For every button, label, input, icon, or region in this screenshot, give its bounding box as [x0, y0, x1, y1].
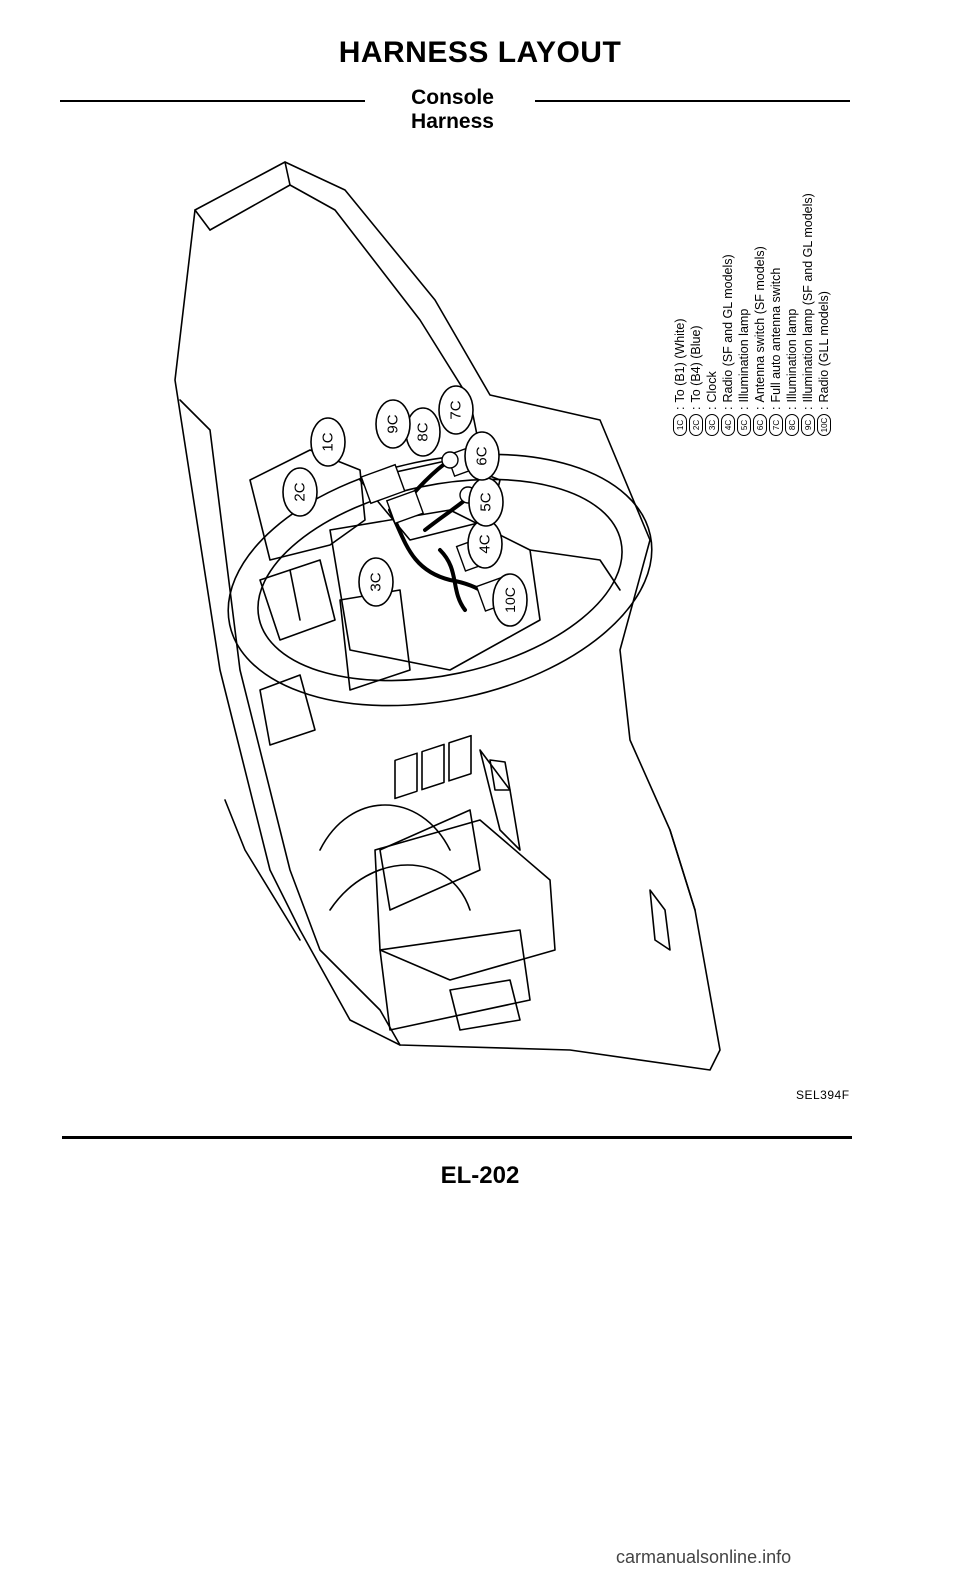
callout-8c-label: 8C: [414, 422, 432, 442]
legend-code-badge: 6C: [753, 414, 767, 436]
section-subtitle-row: [60, 86, 850, 133]
callout-5c: [469, 478, 503, 526]
legend-item: 3C : Clock: [704, 146, 720, 436]
console-outline: [175, 162, 720, 1070]
legend-item: 8C : Illumination lamp: [784, 146, 800, 436]
callout-10c-label: 10C: [502, 587, 518, 613]
callout-4c-label: 4C: [476, 534, 494, 554]
legend-text: Radio (GLL models): [817, 291, 831, 403]
callout-9c-label: 9C: [384, 414, 402, 434]
legend-code-badge: 5C: [737, 414, 751, 436]
legend-text: Clock: [705, 371, 719, 403]
subtitle-rule-right: [535, 100, 850, 102]
callout-8c: [406, 408, 440, 456]
callout-7c-label: 7C: [447, 400, 465, 420]
legend-text: Full auto antenna switch: [769, 267, 783, 403]
legend-text: Illumination lamp (SF and GL models): [801, 193, 815, 403]
legend-code-badge: 8C: [785, 414, 799, 436]
watermark-text: carmanualsonline.info: [616, 1547, 792, 1567]
legend-text: Illumination lamp: [737, 308, 751, 403]
legend-item: 5C : Illumination lamp: [736, 146, 752, 436]
footer-rule: [62, 1136, 852, 1139]
legend-item: 9C : Illumination lamp (SF and GL models): [800, 146, 816, 436]
callout-4c: [468, 520, 502, 568]
callout-2c-label: 2C: [291, 482, 309, 502]
console-harness-diagram: [150, 150, 750, 1080]
legend-text: To (B4) (Blue): [689, 325, 703, 403]
callout-6c-label: 6C: [473, 446, 491, 466]
callout-6c: [465, 432, 499, 480]
callout-2c: [283, 468, 317, 516]
page-title: HARNESS LAYOUT: [338, 36, 622, 69]
legend-item: 2C : To (B4) (Blue): [688, 146, 704, 436]
callout-1c-label: 1C: [319, 432, 337, 452]
callout-1c: [311, 418, 345, 466]
legend-item: 10C : Radio (GLL models): [816, 146, 832, 436]
callout-3c: [359, 558, 393, 606]
legend-text: Antenna switch (SF models): [753, 246, 767, 403]
legend-code-badge: 10C: [817, 414, 831, 436]
callout-3c-label: 3C: [367, 572, 385, 592]
legend-code-badge: 2C: [689, 414, 703, 436]
section-subtitle: Console Harness: [411, 86, 494, 133]
connector-legend: [672, 146, 852, 436]
legend-item: 6C : Antenna switch (SF models): [752, 146, 768, 436]
legend-text: Illumination lamp: [785, 308, 799, 403]
legend-item: 7C : Full auto antenna switch: [768, 146, 784, 436]
legend-item: 4C : Radio (SF and GL models): [720, 146, 736, 436]
figure-reference-code: SEL394F: [796, 1088, 850, 1102]
callout-7c: [439, 386, 473, 434]
callout-10c: [493, 574, 527, 626]
legend-code-badge: 4C: [721, 414, 735, 436]
legend-text: To (B1) (White): [673, 318, 687, 403]
legend-code-badge: 7C: [769, 414, 783, 436]
legend-text: Radio (SF and GL models): [721, 254, 735, 403]
legend-code-badge: 1C: [673, 414, 687, 436]
callout-9c: [376, 400, 410, 448]
subtitle-rule-left: [60, 100, 365, 102]
legend-item: 1C : To (B1) (White): [672, 146, 688, 436]
legend-code-badge: 3C: [705, 414, 719, 436]
page-number: EL-202: [440, 1162, 520, 1189]
legend-code-badge: 9C: [801, 414, 815, 436]
callout-5c-label: 5C: [477, 492, 495, 512]
